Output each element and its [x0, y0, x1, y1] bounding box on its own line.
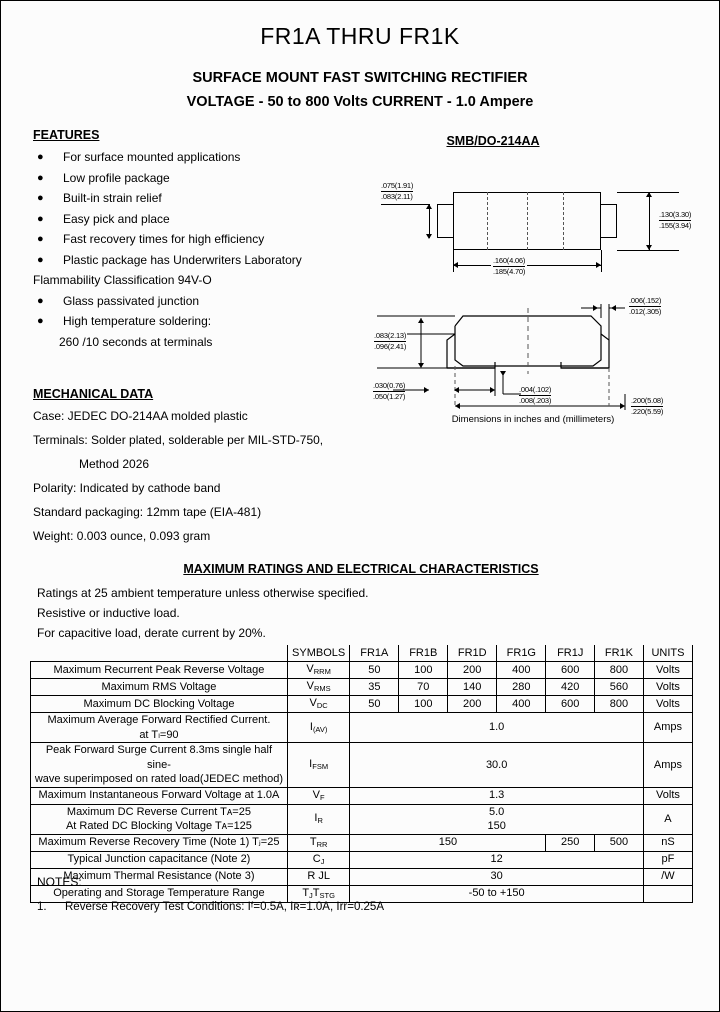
ratings-note-1: Ratings at 25 ambient temperature unless otherwise specified.	[37, 586, 369, 600]
page-subtitle-2: VOLTAGE - 50 to 800 Volts CURRENT - 1.0 Ampere	[186, 94, 534, 110]
dim-ext-line	[453, 250, 454, 272]
arrow-down-icon	[646, 245, 652, 250]
dim-line-vertical	[649, 192, 650, 250]
row-value: 400	[497, 662, 546, 679]
row-symbol: $V_{DC}$	[287, 696, 349, 713]
row-value-line2: 150	[487, 820, 506, 832]
features-heading: FEATURES	[33, 128, 100, 142]
feature-item	[33, 314, 363, 328]
row-symbol: $C_J$	[287, 851, 349, 868]
bullet-icon: ●	[37, 192, 44, 204]
arrow-up-icon	[646, 192, 652, 197]
row-value: 800	[595, 662, 644, 679]
row-description-line2: At Rated DC Blocking Voltage Tᴀ=125	[65, 820, 252, 832]
page-subtitle-1: SURFACE MOUNT FAST SWITCHING RECTIFIER	[192, 70, 528, 86]
ratings-note-3: For capacitive load, derate current by 20%.	[37, 626, 266, 640]
features-section	[33, 128, 363, 355]
page-title: FR1A THRU FR1K	[260, 23, 460, 49]
feature-item	[33, 232, 363, 246]
table-header-row	[31, 645, 693, 662]
row-symbol: $T_{RR}$	[287, 834, 349, 851]
bullet-icon: ●	[37, 253, 44, 266]
row-value: 800	[595, 696, 644, 713]
row-value: 500	[595, 834, 644, 851]
row-unit: pF	[643, 851, 692, 868]
row-description-line1: Maximum Average Forward Rectified Current.	[47, 714, 271, 726]
row-unit: Amps	[643, 743, 692, 788]
solder-detail: 260 /10 seconds at terminals	[59, 334, 213, 349]
header-fr1j: FR1J	[546, 645, 595, 662]
table-row	[31, 787, 693, 804]
row-unit	[643, 885, 692, 902]
feature-item	[33, 253, 363, 267]
row-value-span: 1.0	[350, 713, 644, 743]
bullet-icon: ●	[37, 212, 44, 225]
row-value-line1: 5.0	[489, 805, 505, 818]
header-fr1a: FR1A	[350, 645, 399, 662]
row-symbol: $I_R$	[287, 804, 349, 834]
table-row	[31, 804, 693, 834]
feature-item	[33, 212, 363, 226]
feature-item	[33, 191, 363, 205]
mechanical-packaging: Standard packaging: 12mm tape (EIA-481)	[33, 505, 262, 519]
row-unit: Volts	[643, 696, 692, 713]
feature-label: Plastic package has Underwriters Laboratory	[63, 252, 302, 267]
row-value: 420	[546, 679, 595, 696]
row-symbol: $I_{(AV)}$	[287, 713, 349, 743]
feature-label: Glass passivated junction	[63, 293, 200, 308]
body-dashed-line	[527, 192, 528, 250]
table-row	[31, 743, 693, 788]
table-row	[31, 834, 693, 851]
arrow-up-icon	[426, 204, 432, 209]
arrow-left-icon	[454, 387, 459, 393]
row-symbol: $V_{RMS}$	[287, 679, 349, 696]
dim-ext-line	[601, 250, 602, 272]
bullet-icon: ●	[37, 171, 44, 184]
row-value-span: 30	[350, 868, 644, 885]
row-symbol: $T_JT_{STG}$	[287, 885, 349, 902]
row-description: Maximum Instantaneous Forward Voltage at 1.0A	[31, 787, 288, 804]
row-unit: Volts	[643, 787, 692, 804]
feature-label: For surface mounted applications	[63, 150, 241, 164]
row-value: 50	[350, 662, 399, 679]
table-row	[31, 713, 693, 743]
header-fr1d: FR1D	[448, 645, 497, 662]
row-value-span: -50 to +150	[350, 885, 644, 902]
row-value: 50	[350, 696, 399, 713]
row-value: 400	[497, 696, 546, 713]
row-unit: Amps	[643, 713, 692, 743]
row-unit: nS	[643, 834, 692, 851]
feature-label: High temperature soldering:	[63, 314, 212, 328]
header-fr1g: FR1G	[497, 645, 546, 662]
mechanical-terminals: Terminals: Solder plated, solderable per MIL-STD-750,	[33, 433, 324, 447]
note-item	[37, 901, 384, 913]
row-description	[31, 743, 288, 788]
row-value-span: 30.0	[350, 743, 644, 788]
feature-label: Low profile package	[63, 170, 170, 185]
row-unit: /W	[643, 868, 692, 885]
arrow-up-icon	[418, 318, 424, 323]
notes-heading: NOTES:	[37, 875, 82, 889]
notes-section	[37, 875, 384, 913]
bullet-icon: ●	[37, 233, 44, 245]
row-description: Maximum Thermal Resistance (Note 3)	[31, 868, 288, 885]
body-dashed-line	[487, 192, 488, 250]
arrow-down-icon	[418, 363, 424, 368]
row-description-line2: wave superimposed on rated load(JEDEC method)	[34, 773, 284, 785]
note-number: 1.	[37, 901, 47, 913]
row-description: Typical Junction capacitance (Note 2)	[31, 851, 288, 868]
row-description-line1: Peak Forward Surge Current 8.3ms single half sine-	[45, 744, 273, 771]
feature-item	[33, 294, 363, 308]
drawing-caption: Dimensions in inches and (millimeters)	[451, 414, 615, 425]
dim-body-length: .160(4.06) .185(4.70)	[493, 256, 526, 276]
row-description: Operating and Storage Temperature Range	[31, 885, 288, 902]
row-value: 280	[497, 679, 546, 696]
mechanical-data-section	[33, 387, 383, 553]
table-row	[31, 696, 693, 713]
arrow-right-icon	[593, 305, 598, 311]
package-drawing	[363, 134, 703, 434]
dim-ext-line	[617, 250, 679, 251]
row-description: Maximum Reverse Recovery Time (Note 1) Tⱼ=25	[31, 834, 288, 851]
arrow-right-icon	[596, 262, 601, 268]
row-value-span: 12	[350, 851, 644, 868]
arrow-right-icon	[490, 387, 495, 393]
row-description: Maximum DC Blocking Voltage	[31, 696, 288, 713]
mechanical-polarity: Polarity: Indicated by cathode band	[33, 481, 221, 495]
feature-item	[33, 171, 363, 185]
arrow-right-icon	[424, 387, 429, 393]
bullet-icon: ●	[37, 315, 44, 327]
row-value: 200	[448, 662, 497, 679]
mechanical-method: Method 2026	[79, 457, 150, 471]
note-text: Reverse Recovery Test Conditions: Iᶠ=0.5A, Iʀ=1.0A, Irr=0.25A	[65, 901, 384, 913]
table-row	[31, 679, 693, 696]
row-value: 140	[448, 679, 497, 696]
dim-height: .083(2.13) .096(2.41)	[374, 331, 407, 351]
row-value-span: 150	[350, 834, 546, 851]
flammability-line: Flammability Classification 94V-O	[33, 273, 212, 287]
row-description-line1: Maximum DC Reverse Current Tᴀ=25	[66, 805, 251, 818]
feature-label: Built-in strain relief	[63, 191, 162, 205]
row-value: 70	[399, 679, 448, 696]
row-symbol: $V_F$	[287, 787, 349, 804]
ratings-heading: MAXIMUM RATINGS AND ELECTRICAL CHARACTERISTICS	[183, 562, 539, 576]
leader-line	[381, 204, 429, 205]
dim-overall-length: .200(5.08) .220(5.59)	[631, 396, 664, 416]
dim-body-width: .130(3.30) .155(3.94)	[659, 210, 692, 230]
row-value-span	[350, 804, 644, 834]
row-description	[31, 713, 288, 743]
package-drawing-title: SMB/DO-214AA	[446, 134, 540, 148]
lead-tab-right	[600, 204, 617, 238]
mechanical-weight: Weight: 0.003 ounce, 0.093 gram	[33, 529, 211, 543]
row-value: 35	[350, 679, 399, 696]
header-symbols: SYMBOLS	[287, 645, 349, 662]
row-unit: Volts	[643, 662, 692, 679]
row-value: 600	[546, 696, 595, 713]
row-symbol: $V_{RRM}$	[287, 662, 349, 679]
arrow-left-icon	[455, 403, 460, 409]
feature-item	[33, 150, 363, 164]
arrow-left-icon	[611, 305, 616, 311]
row-description: Maximum RMS Voltage	[31, 679, 288, 696]
arrow-down-icon	[500, 371, 506, 376]
ratings-note-2: Resistive or inductive load.	[37, 606, 180, 620]
row-unit: Volts	[643, 679, 692, 696]
table-row	[31, 662, 693, 679]
table-row	[31, 851, 693, 868]
row-value: 100	[399, 696, 448, 713]
header-units: UNITS	[643, 645, 692, 662]
row-unit: A	[643, 804, 692, 834]
row-value: 200	[448, 696, 497, 713]
dim-lead-thickness: .006(.152) .012(.305)	[629, 296, 662, 316]
body-dashed-line	[563, 192, 564, 250]
row-value-span: 1.3	[350, 787, 644, 804]
row-value: 250	[546, 834, 595, 851]
bullet-icon: ●	[37, 151, 44, 163]
row-value: 560	[595, 679, 644, 696]
row-description: Maximum Recurrent Peak Reverse Voltage	[31, 662, 288, 679]
row-description	[31, 804, 288, 834]
feature-label: Easy pick and place	[63, 211, 170, 226]
dim-foot-length: .030(0.76) .050(1.27)	[373, 381, 406, 401]
dim-standoff: .004(.102) .008(.203)	[519, 385, 552, 405]
arrow-down-icon	[426, 234, 432, 239]
arrow-right-icon	[620, 403, 625, 409]
bullet-icon: ●	[37, 294, 44, 307]
mechanical-case: Case: JEDEC DO-214AA molded plastic	[33, 409, 248, 423]
dim-lead-length: .075(1.91) .083(2.11)	[381, 181, 414, 201]
lead-tab-left	[437, 204, 454, 238]
row-description-line2: at Tₗ=90	[139, 728, 179, 741]
header-fr1k: FR1K	[595, 645, 644, 662]
row-value: 600	[546, 662, 595, 679]
specifications-table	[30, 645, 693, 903]
header-fr1b: FR1B	[399, 645, 448, 662]
row-symbol: R JL	[287, 868, 349, 885]
mechanical-heading: MECHANICAL DATA	[33, 387, 154, 401]
row-value: 100	[399, 662, 448, 679]
feature-label: Fast recovery times for high efficiency	[63, 232, 265, 246]
row-symbol: $I_{FSM}$	[287, 743, 349, 788]
arrow-left-icon	[453, 262, 458, 268]
header-blank	[31, 645, 288, 662]
